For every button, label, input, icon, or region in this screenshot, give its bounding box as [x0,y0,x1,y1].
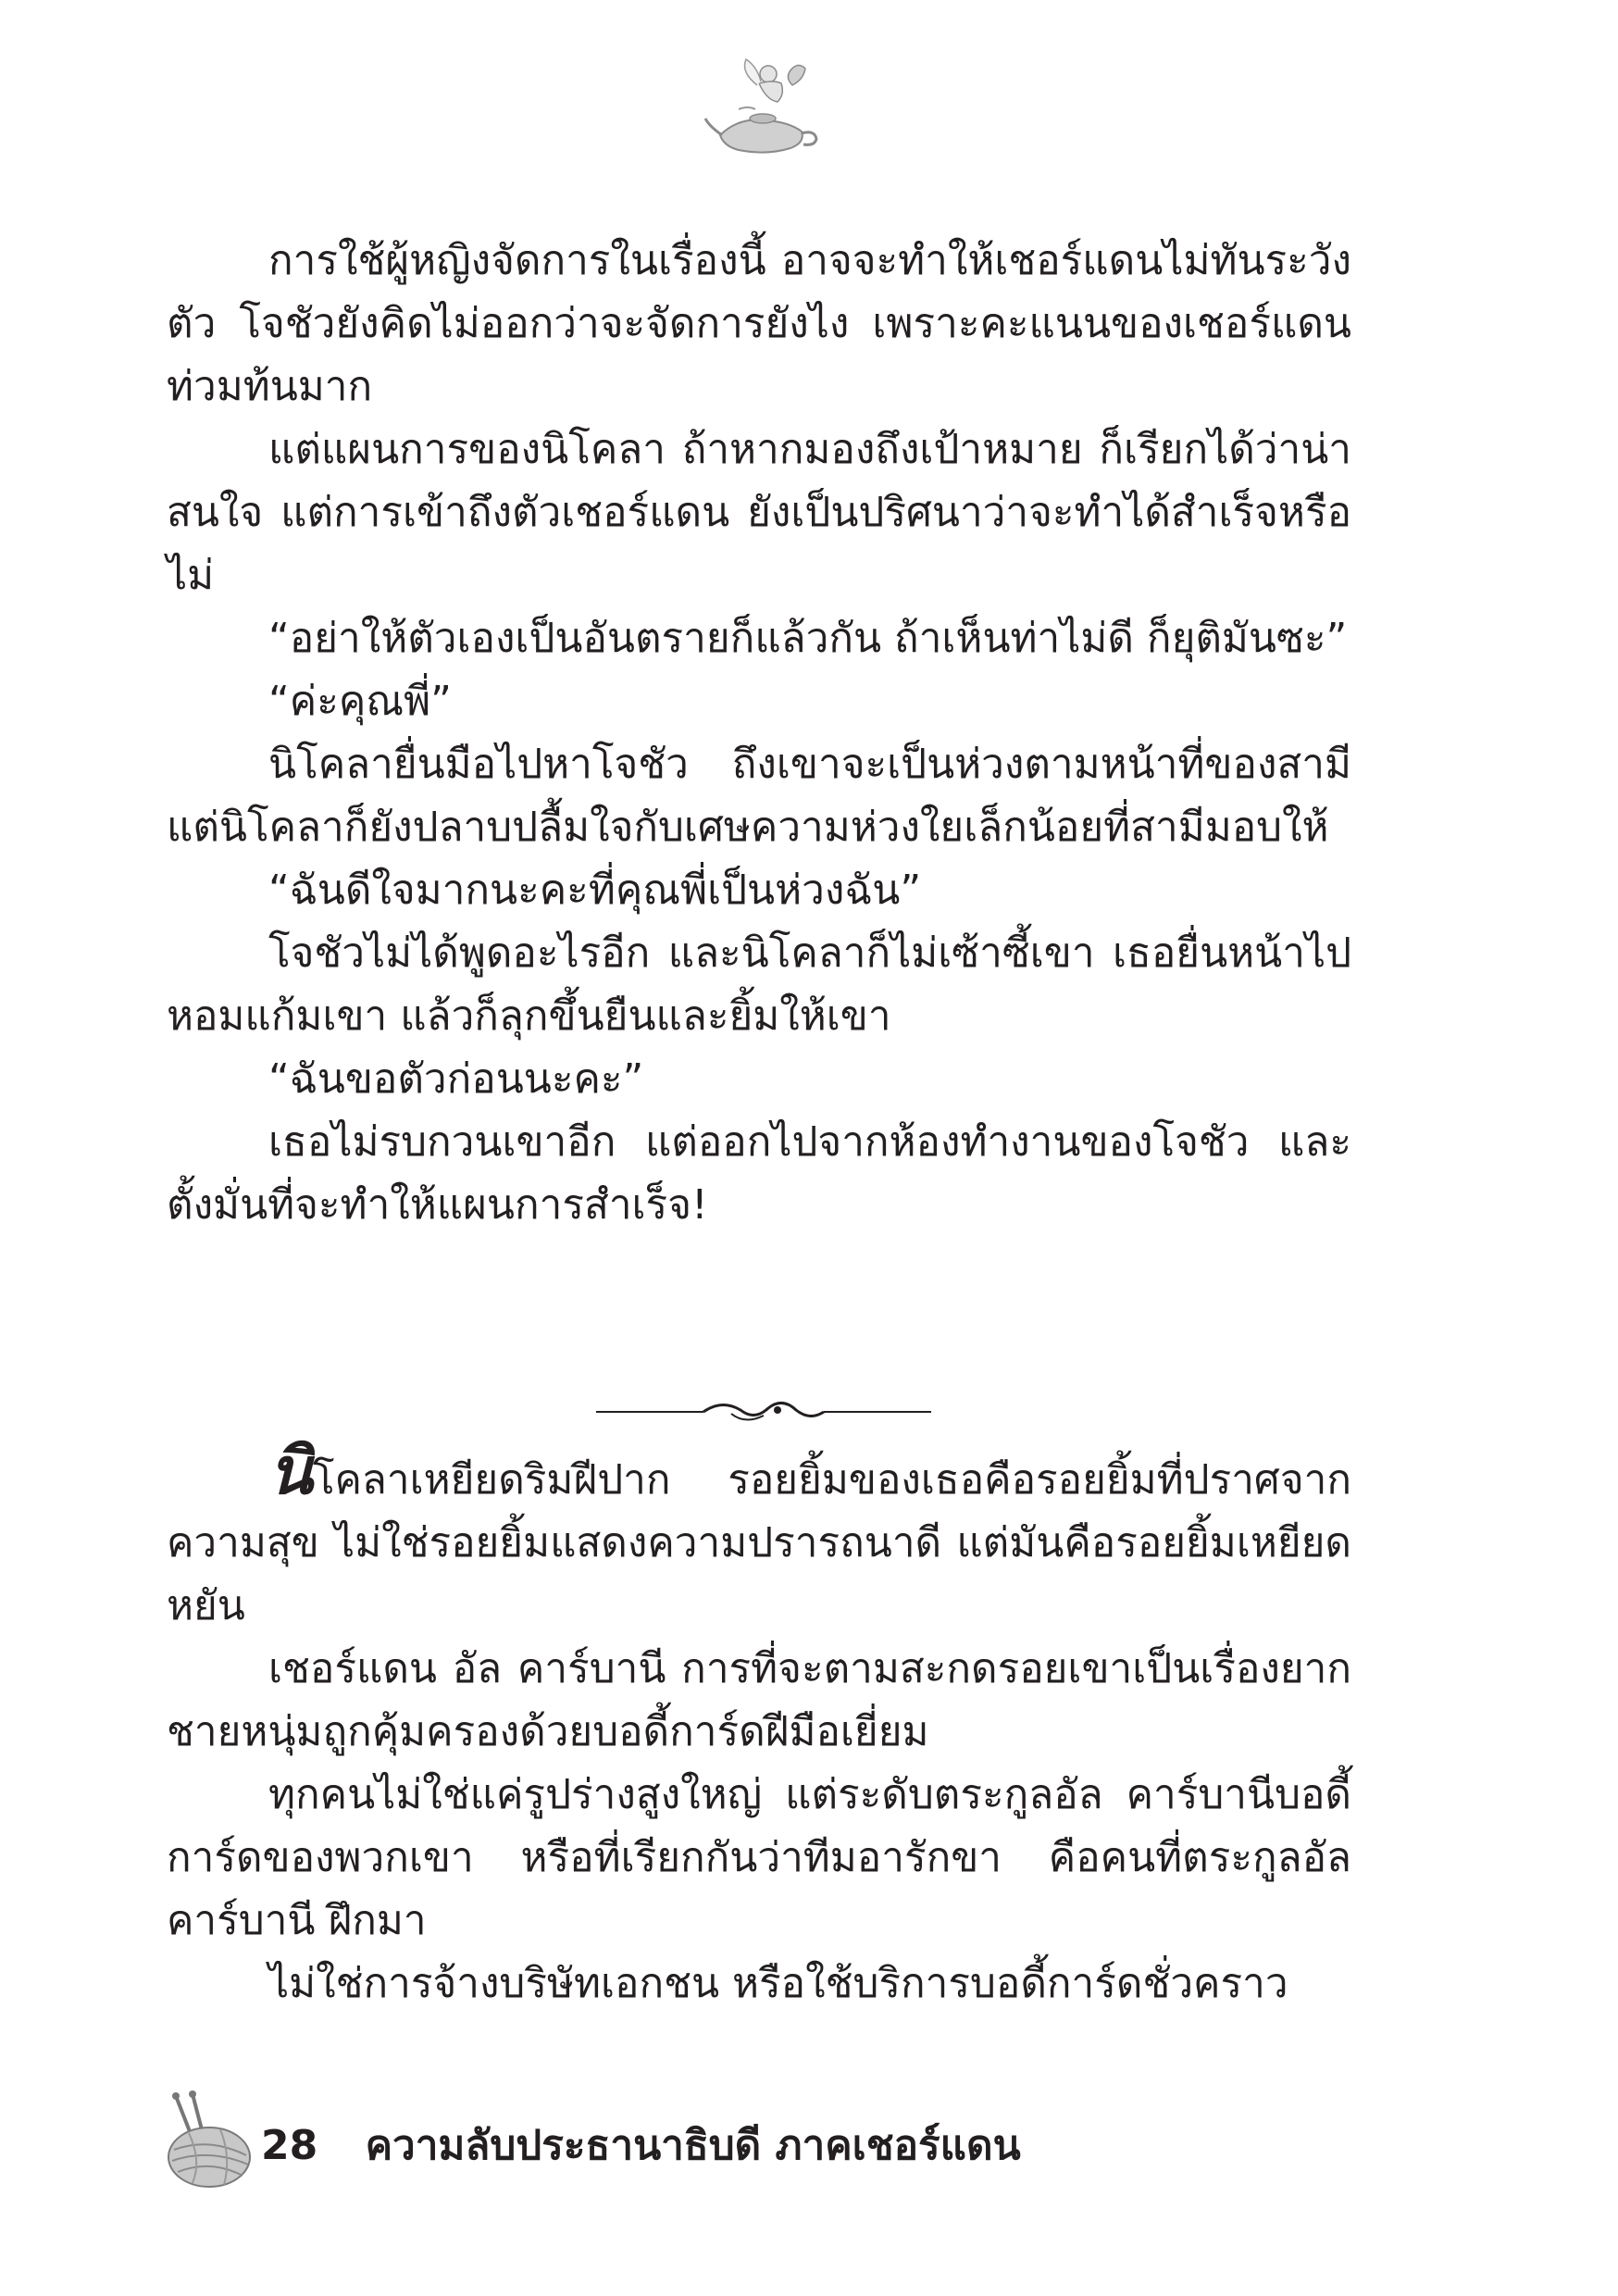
paragraph: ไม่ใช่การจ้างบริษัทเอกชน หรือใช้บริการบอดี้การ์ดชั่วคราว [268,1960,1288,2007]
footer [261,2113,1021,2177]
section-2 [167,1433,1351,2015]
first-paragraph [167,1433,1351,1638]
paragraph: แต่แผนการของนิโคลา ถ้าหากมองถึงเป้าหมาย ก็เรียกได้ว่าน่าสนใจ แต่การเข้าถึงตัวเชอร์แดน ยังเป็นปริศนาว่าจะทำได้สำเร็จหรือไม่ [167,426,1351,599]
paragraph: โจชัวไม่ได้พูดอะไรอีก และนิโคลาก็ไม่เซ้าซี้เขา เธอยื่นหน้าไปหอมแก้มเขา แล้วก็ลุกขึ้นยืนและยิ้มให้เขา [167,930,1351,1040]
yarn-ball-icon [156,2090,257,2192]
page-number: 28 [261,2122,318,2169]
paragraph: นิโคลายื่นมือไปหาโจชัว ถึงเขาจะเป็นห่วงตามหน้าที่ของสามีแต่นิโคลาก็ยังปลาบปลื้มใจกับเศษความห่วงใยเล็กน้อยที่สามีมอบให้ [167,741,1351,851]
paragraph: “อย่าให้ตัวเองเป็นอันตรายก็แล้วกัน ถ้าเห็นท่าไม่ดี ก็ยุติมันซะ” [268,615,1348,662]
paragraph: “ฉันดีใจมากนะคะที่คุณพี่เป็นห่วงฉัน” [268,867,922,914]
paragraph-text: โคลาเหยียดริมฝีปาก รอยยิ้มของเธอคือรอยยิ้มที่ปราศจากความสุข ไม่ใช่รอยยิ้มแสดงความปรารถนาดี แต่มันคือรอยยิ้มเหยียดหยัน [167,1456,1351,1629]
paragraph: เธอไม่รบกวนเขาอีก แต่ออกไปจากห้องทำงานของโจชัว และตั้งมั่นที่จะทำให้แผนการสำเร็จ! [167,1118,1351,1229]
section-1 [167,230,1351,1237]
paragraph: “ฉันขอตัวก่อนนะคะ” [268,1055,644,1103]
paragraph: “ค่ะคุณพี่” [268,678,452,725]
flourish-divider-icon [592,1393,935,1430]
paragraph: ทุกคนไม่ใช่แค่รูปร่างสูงใหญ่ แต่ระดับตระกูลอัล คาร์บานีบอดี้การ์ดของพวกเขา หรือที่เรียกกันว่าทีมอารักขา คือคนที่ตระกูลอัล คาร์บานี ฝึกมา [167,1771,1351,1944]
book-title: ความลับประธานาธิบดี ภาคเชอร์แดน [365,2122,1021,2169]
teapot-cupid-icon [702,54,822,165]
drop-cap: นิ [268,1433,313,1509]
paragraph: เชอร์แดน อัล คาร์บานี การที่จะตามสะกดรอยเขาเป็นเรื่องยากชายหนุ่มถูกคุ้มครองด้วยบอดี้การ์ดฝีมือเยี่ยม [167,1645,1351,1755]
paragraph: การใช้ผู้หญิงจัดการในเรื่องนี้ อาจจะทำให้เชอร์แดนไม่ทันระวังตัว โจชัวยังคิดไม่ออกว่าจะจัดการยังไง เพราะคะแนนของเชอร์แดนท่วมท้นมาก [167,237,1351,410]
